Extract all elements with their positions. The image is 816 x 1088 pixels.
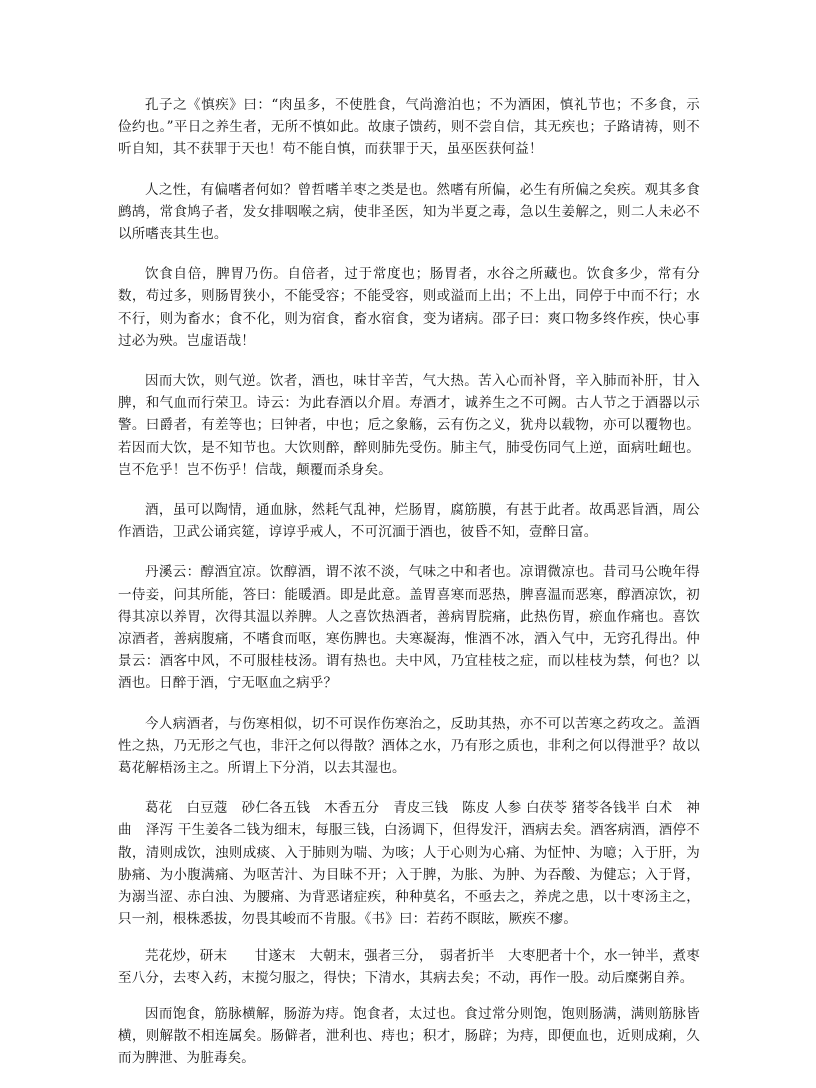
paragraph-6: 丹溪云：醇酒宜凉。饮醇酒，谓不浓不淡，气味之中和者也。凉谓微凉也。昔司马公晚年得一侍妾，问其所能，答曰：能暖酒。即是此意。盖胃喜寒而恶热，脾喜温而恶寒，醇酒凉饮，初得其凉以养胃，次得其温以养脾。人之喜饮热酒者，善病胃脘痛，此热伤胃，瘀血作痛也。喜饮凉酒者，善病腹痛，不嗜食而呕，寒伤脾也。夫寒凝海，惟酒不冰，酒入气中，无窍孔得出。仲景云：酒客中风，不可服桂枝汤。谓有热也。夫中风，乃宜桂枝之症，而以桂枝为禁，何也？以酒也。日醉于酒，宁无呕血之病乎？ bbox=[118, 564, 700, 692]
herb-12: 泽泻 bbox=[145, 822, 174, 839]
paragraph-4: 因而大饮，则气逆。饮者，酒也，味甘辛苦，气大热。苦入心而补肾，辛入肺而补肝，甘入脾，和气血而行荣卫。诗云：为此春酒以介眉。寿酒才，诚养生之不可阙。古人节之于酒器以示警。曰爵者，有差等也；曰钟者，中也；卮之象觞，云有伤之义，犹舟以载物，亦可以覆物也。若因而大饮，是不知节也。大饮则醉，醉则肺先受伤。肺主气，肺受伤同气上逆，面病吐衄也。岂不危乎！岂不伤乎！信哉，颠覆而杀身矣。 bbox=[118, 373, 700, 478]
recipe-paragraph bbox=[118, 797, 700, 930]
paragraph-2: 人之性，有偏嗜者何如？曾哲嗜羊枣之类是也。然嗜有所偏，必生有所偏之矣疾。观其多食鹧鸪，常食鸠子者，发女排咽喉之病，使非圣医，知为半夏之毒，急以生姜解之，则二人未必不以所嗜丧其生也。 bbox=[118, 181, 700, 243]
herb-4: 木香五分 bbox=[324, 800, 380, 817]
dosage-paragraph: 芫花炒，研末 甘遂末 大朝末，强者三分， 弱者折半 大枣肥者十个，水一钟半，煮枣至八分，去枣入药，末搅匀服之，得快；下清水，其病去矣；不动，再作一股。动后糜粥自养。 bbox=[118, 947, 700, 986]
paragraph-5: 酒，虽可以陶情，通血脉，然耗气乱神，烂肠胃，腐筋膜，有甚于此者。故禹恶旨酒，周公作酒诰，卫武公诵宾筵，谆谆乎戒人，不可沉湎于酒也，彼昏不知，壹醉日富。 bbox=[118, 502, 700, 541]
herb-6: 陈皮 bbox=[462, 800, 490, 817]
paragraph-7: 今人病酒者，与伤寒相似，切不可误作伤寒治之，反助其热，亦不可以苦寒之药攻之。盖酒性之热，乃无形之气也，非汗之何以得散？酒体之水，乃有形之质也，非利之何以得泄乎？故以葛花解梧汤主之。所谓上下分消，以去其湿也。 bbox=[118, 715, 700, 777]
herb-9: 猪苓各钱半 bbox=[571, 800, 641, 817]
recipe-text: 干生姜各二钱为细末，每服三钱，白汤调下，但得发汗，酒病去矣。酒客病酒，酒停不散，清则成饮，浊则成痰、入于肺则为喘、为咳；人于心则为心痛、为怔忡、为噫；入于肝，为胁痛、为小腹满痛、为呕苦汁、为目昧不开；入于脾，为胀、为肿、为吞酸、为健忘；入于肾，为溺当涩、赤白浊、为腰痛、为背恶诸症疾，种种莫名，不亟去之，养虎之患，以十枣汤主之，只一剂，根株悉拔，勿畏其峻而不肯服。《书》曰：若药不瞑眩，厥疾不瘳。 bbox=[118, 822, 700, 928]
herb-8: 白茯苓 bbox=[526, 800, 568, 817]
herb-7: 人参 bbox=[494, 800, 522, 817]
paragraph-1: 孔子之《慎疾》曰：“肉虽多，不使胜食，气尚澹泊也；不为酒困，慎礼节也；不多食，示俭约也。”平日之养生者，无所不慎如此。故康子馈药，则不尝自信，其无疾也；子路请祷，则不听自知，其不获罪于天也！苟不能自慎，而获罪于天，虽巫医获何益！ bbox=[118, 97, 700, 158]
herb-2: 白豆蔻 bbox=[186, 800, 228, 817]
paragraph-3: 饮食自倍，脾胃乃伤。自倍者，过于常度也；肠胃者，水谷之所藏也。饮食多少，常有分数，苟过多，则肠胃狭小，不能受容；不能受容，则或溢而上出；不上出，同停于中而不行；水不行，则为畜水；食不化，则为宿食，畜水宿食，变为诸病。邵子曰：爽口物多终作疾，快心事过必为殃。岂虚语哉！ bbox=[118, 266, 700, 349]
herb-11: 神曲 bbox=[118, 800, 701, 839]
herb-5: 青皮三钱 bbox=[393, 800, 449, 817]
herb-1: 葛花 bbox=[145, 800, 173, 817]
document-body bbox=[118, 94, 700, 1088]
herb-3: 砂仁各五钱 bbox=[241, 800, 311, 817]
herb-10: 白术 bbox=[644, 800, 673, 817]
closing-paragraph: 因而饱食，筋脉横解，肠游为痔。饱食者，太过也。食过常分则饱，饱则肠满，满则筋脉皆横，则解散不相连属矣。肠僻者，泄利也、痔也；积才，肠辟；为痔，即便血也，近则成痢，久而为脾泄、为脏毒矣。 bbox=[118, 1005, 700, 1067]
